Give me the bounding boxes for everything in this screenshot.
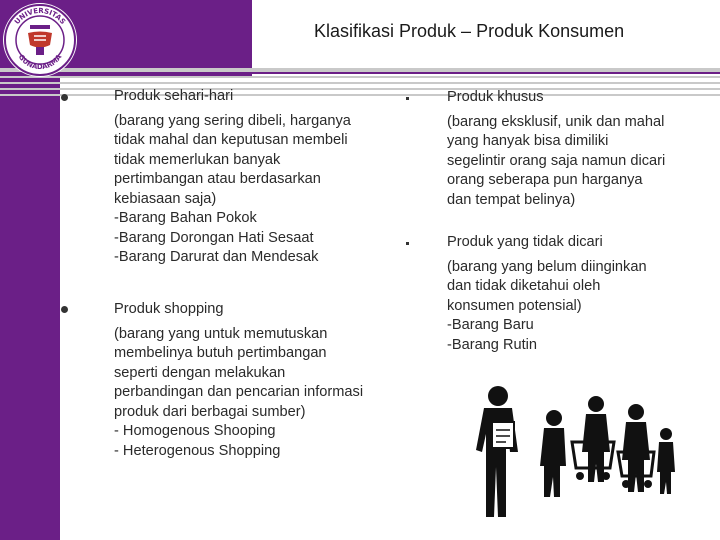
list-item-produk-tidak-dicari: [447, 233, 707, 355]
item-heading: Produk yang tidak dicari: [447, 234, 603, 250]
item-text-line: -Barang Darurat dan Mendesak: [114, 249, 319, 265]
bullet-icon: [406, 97, 409, 100]
item-text-line: -Barang Rutin: [447, 336, 538, 353]
bullet-icon: [61, 306, 68, 313]
item-text-line: kebiasaan saja): [114, 190, 217, 207]
item-text-line: - Homogenous Shooping: [114, 423, 276, 439]
item-heading: Produk sehari-hari: [114, 88, 234, 104]
item-text-line: (barang eksklusif, unik dan mahal: [447, 113, 665, 130]
item-text-line: produk dari berbagai sumber): [114, 403, 306, 420]
item-text-line: -Barang Bahan Pokok: [114, 210, 257, 226]
item-text-line: konsumen potensial): [447, 297, 582, 314]
list-item-produk-khusus: [447, 88, 707, 210]
item-text-line: -Barang Dorongan Hati Sesaat: [114, 229, 314, 246]
item-heading: Produk shopping: [114, 301, 224, 317]
item-text-line: orang seberapa pun harganya: [447, 172, 643, 188]
item-text-line: - Heterogenous Shopping: [114, 442, 281, 459]
item-text-line: (barang yang untuk memutuskan: [114, 325, 328, 342]
left-sidebar-bar: [0, 76, 60, 540]
item-text-line: dan tempat belinya): [447, 191, 576, 208]
list-item-produk-shopping: [114, 300, 404, 461]
item-text-line: seperti dengan melakukan: [114, 364, 286, 381]
bullet-icon: [406, 242, 409, 245]
item-text-line: dan tidak diketahui oleh: [447, 278, 601, 294]
item-text-line: pertimbangan atau berdasarkan: [114, 171, 321, 187]
item-heading: Produk khusus: [447, 89, 544, 105]
shoppers-with-carts-icon: [476, 382, 676, 522]
item-text-line: tidak mahal dan keputusan membeli: [114, 132, 348, 148]
page-title: Klasifikasi Produk – Produk Konsumen: [314, 21, 625, 41]
list-item-produk-sehari-hari: [114, 87, 404, 268]
item-text-line: perbandingan dan pencarian informasi: [114, 384, 364, 400]
bullet-icon: [61, 94, 68, 101]
svg-text:GUNADARMA: GUNADARMA: [16, 53, 64, 72]
item-text-line: segelintir orang saja namun dicari: [447, 152, 666, 169]
university-logo: [0, 0, 80, 80]
item-text-line: (barang yang belum diinginkan: [447, 258, 647, 275]
item-text-line: membelinya butuh pertimbangan: [114, 345, 327, 361]
item-text-line: tidak memerlukan banyak: [114, 151, 281, 168]
item-text-line: (barang yang sering dibeli, harganya: [114, 112, 351, 129]
item-text-line: yang hanyak bisa dimiliki: [447, 133, 609, 149]
svg-text:UNIVERSITAS: UNIVERSITAS: [13, 6, 67, 26]
item-text-line: -Barang Baru: [447, 317, 534, 333]
